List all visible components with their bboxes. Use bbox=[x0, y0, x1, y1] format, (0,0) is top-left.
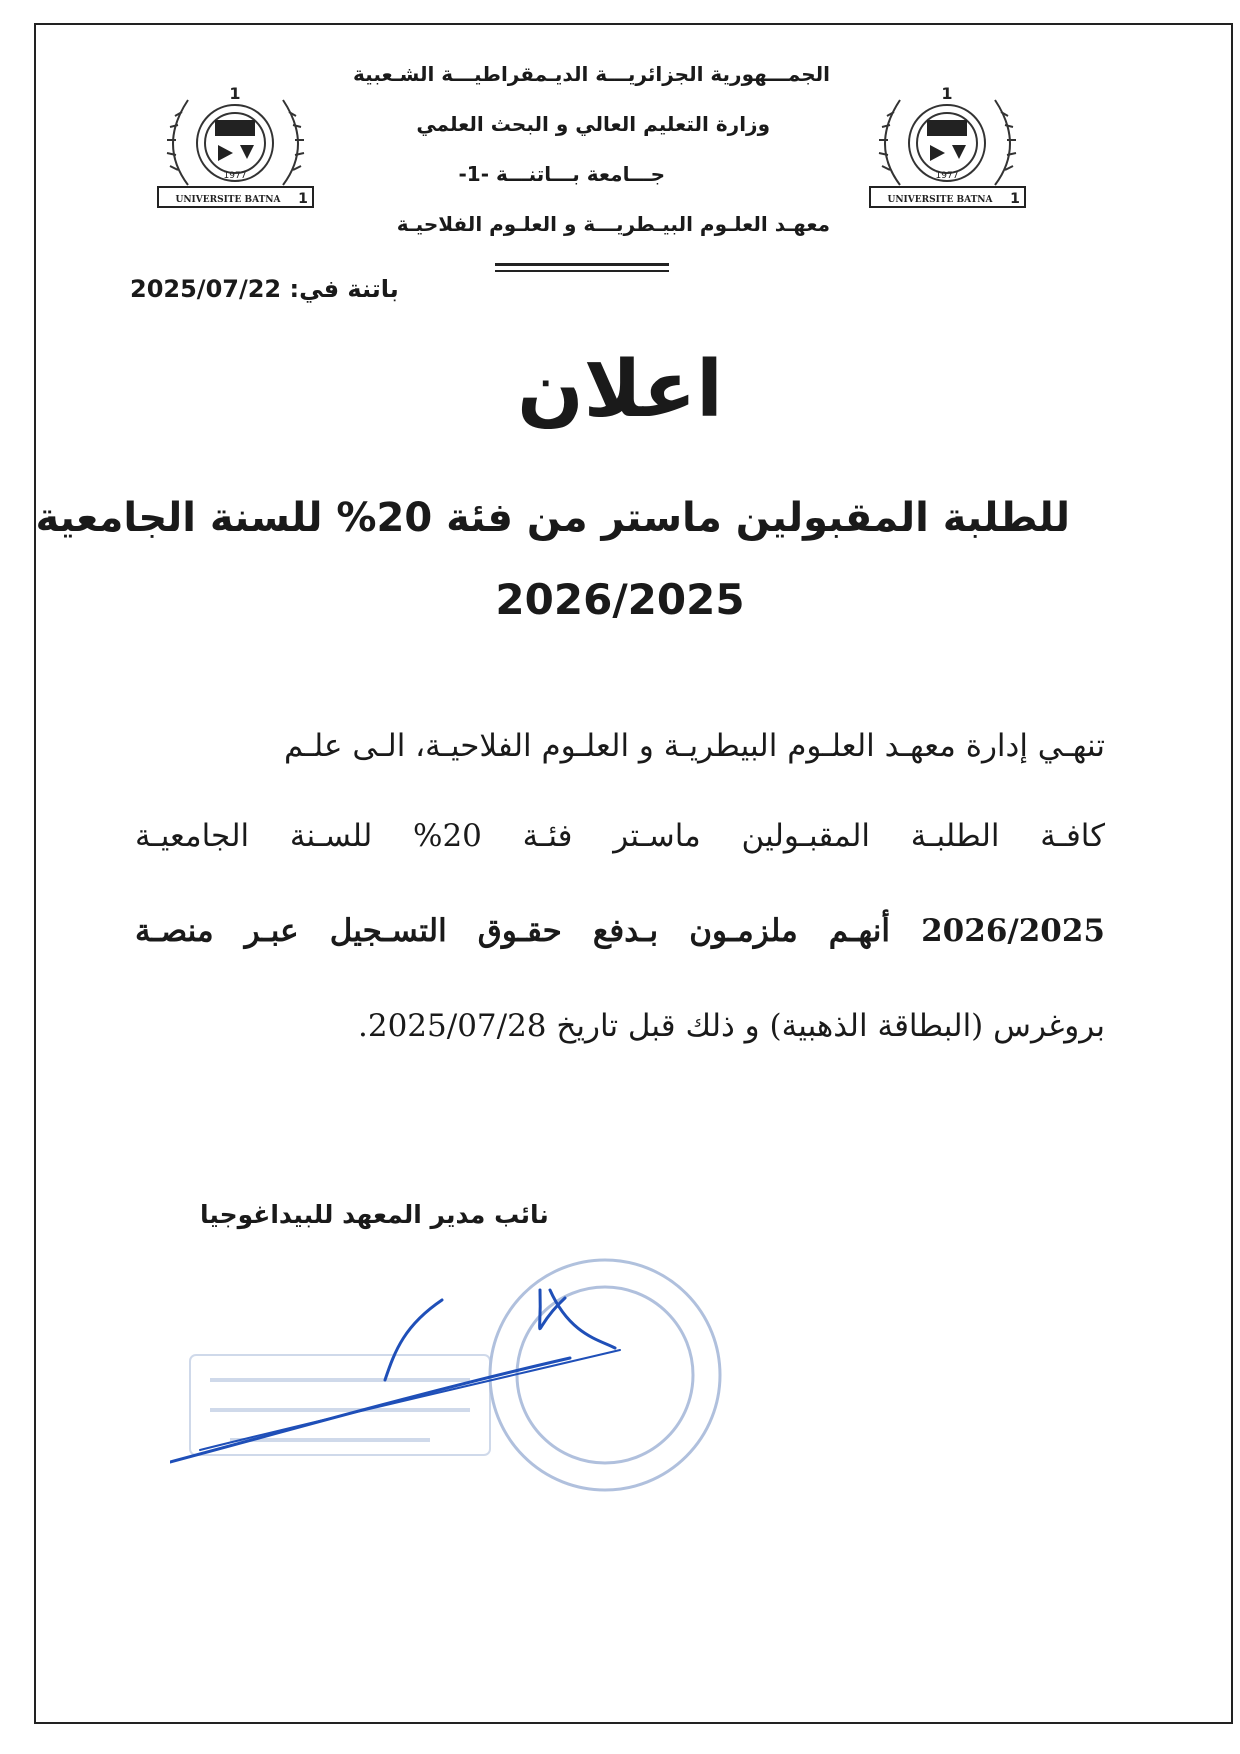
signatory-title: نائب مدير المعهد للبيداغوجيا bbox=[200, 1200, 549, 1229]
body-line-2: كافـة الطلبـة المقبـولين ماسـتر فئـة 20% للسـنة الجامعيـة bbox=[135, 818, 1105, 854]
svg-text:UNIVERSITE BATNA: UNIVERSITE BATNA bbox=[175, 195, 281, 205]
body-line-1: تنهـي إدارة معهـد العلـوم البيطريـة و العلـوم الفلاحيـة، الـى علـم bbox=[284, 728, 1105, 764]
svg-text:1: 1 bbox=[298, 191, 308, 207]
announcement-academic-year: 2026/2025 bbox=[495, 575, 745, 624]
stamp-and-signature bbox=[170, 1240, 730, 1540]
header-rule-bottom bbox=[495, 270, 669, 272]
svg-text:1: 1 bbox=[941, 84, 953, 103]
svg-text:1977: 1977 bbox=[223, 171, 247, 181]
university-name: جـــامعة بـــاتنـــة -1- bbox=[458, 162, 665, 186]
university-logo-right bbox=[860, 75, 1035, 215]
ministry-name: وزارة التعليم العالي و البحث العلمي bbox=[416, 112, 770, 136]
svg-text:UNIVERSITE BATNA: UNIVERSITE BATNA bbox=[887, 195, 993, 205]
svg-text:1977: 1977 bbox=[935, 171, 959, 181]
svg-text:1: 1 bbox=[1010, 191, 1020, 207]
announcement-subtitle: للطلبة المقبولين ماستر من فئة 20% للسنة الجامعية bbox=[35, 495, 1070, 541]
page-title: اعلان bbox=[517, 345, 723, 435]
document-date: باتنة في: 2025/07/22 bbox=[130, 275, 399, 303]
header-rule-top bbox=[495, 263, 669, 266]
university-logo-left bbox=[148, 75, 323, 215]
institute-name: معهـد العلـوم البيـطريـــة و العلـوم الفلاحيـة bbox=[396, 212, 830, 236]
body-line-4: بروغرس (البطاقة الذهبية) و ذلك قبل تاريخ 2025/07/28. bbox=[358, 1008, 1105, 1044]
body-line-3: 2026/2025 أنهـم ملزمـون بـدفع حقـوق التسـجيل عبـر منصـة bbox=[135, 913, 1105, 949]
svg-text:1: 1 bbox=[229, 84, 241, 103]
republic-name: الجمـــهورية الجزائريـــة الديـمقراطيـــة الشـعبية bbox=[353, 62, 830, 86]
